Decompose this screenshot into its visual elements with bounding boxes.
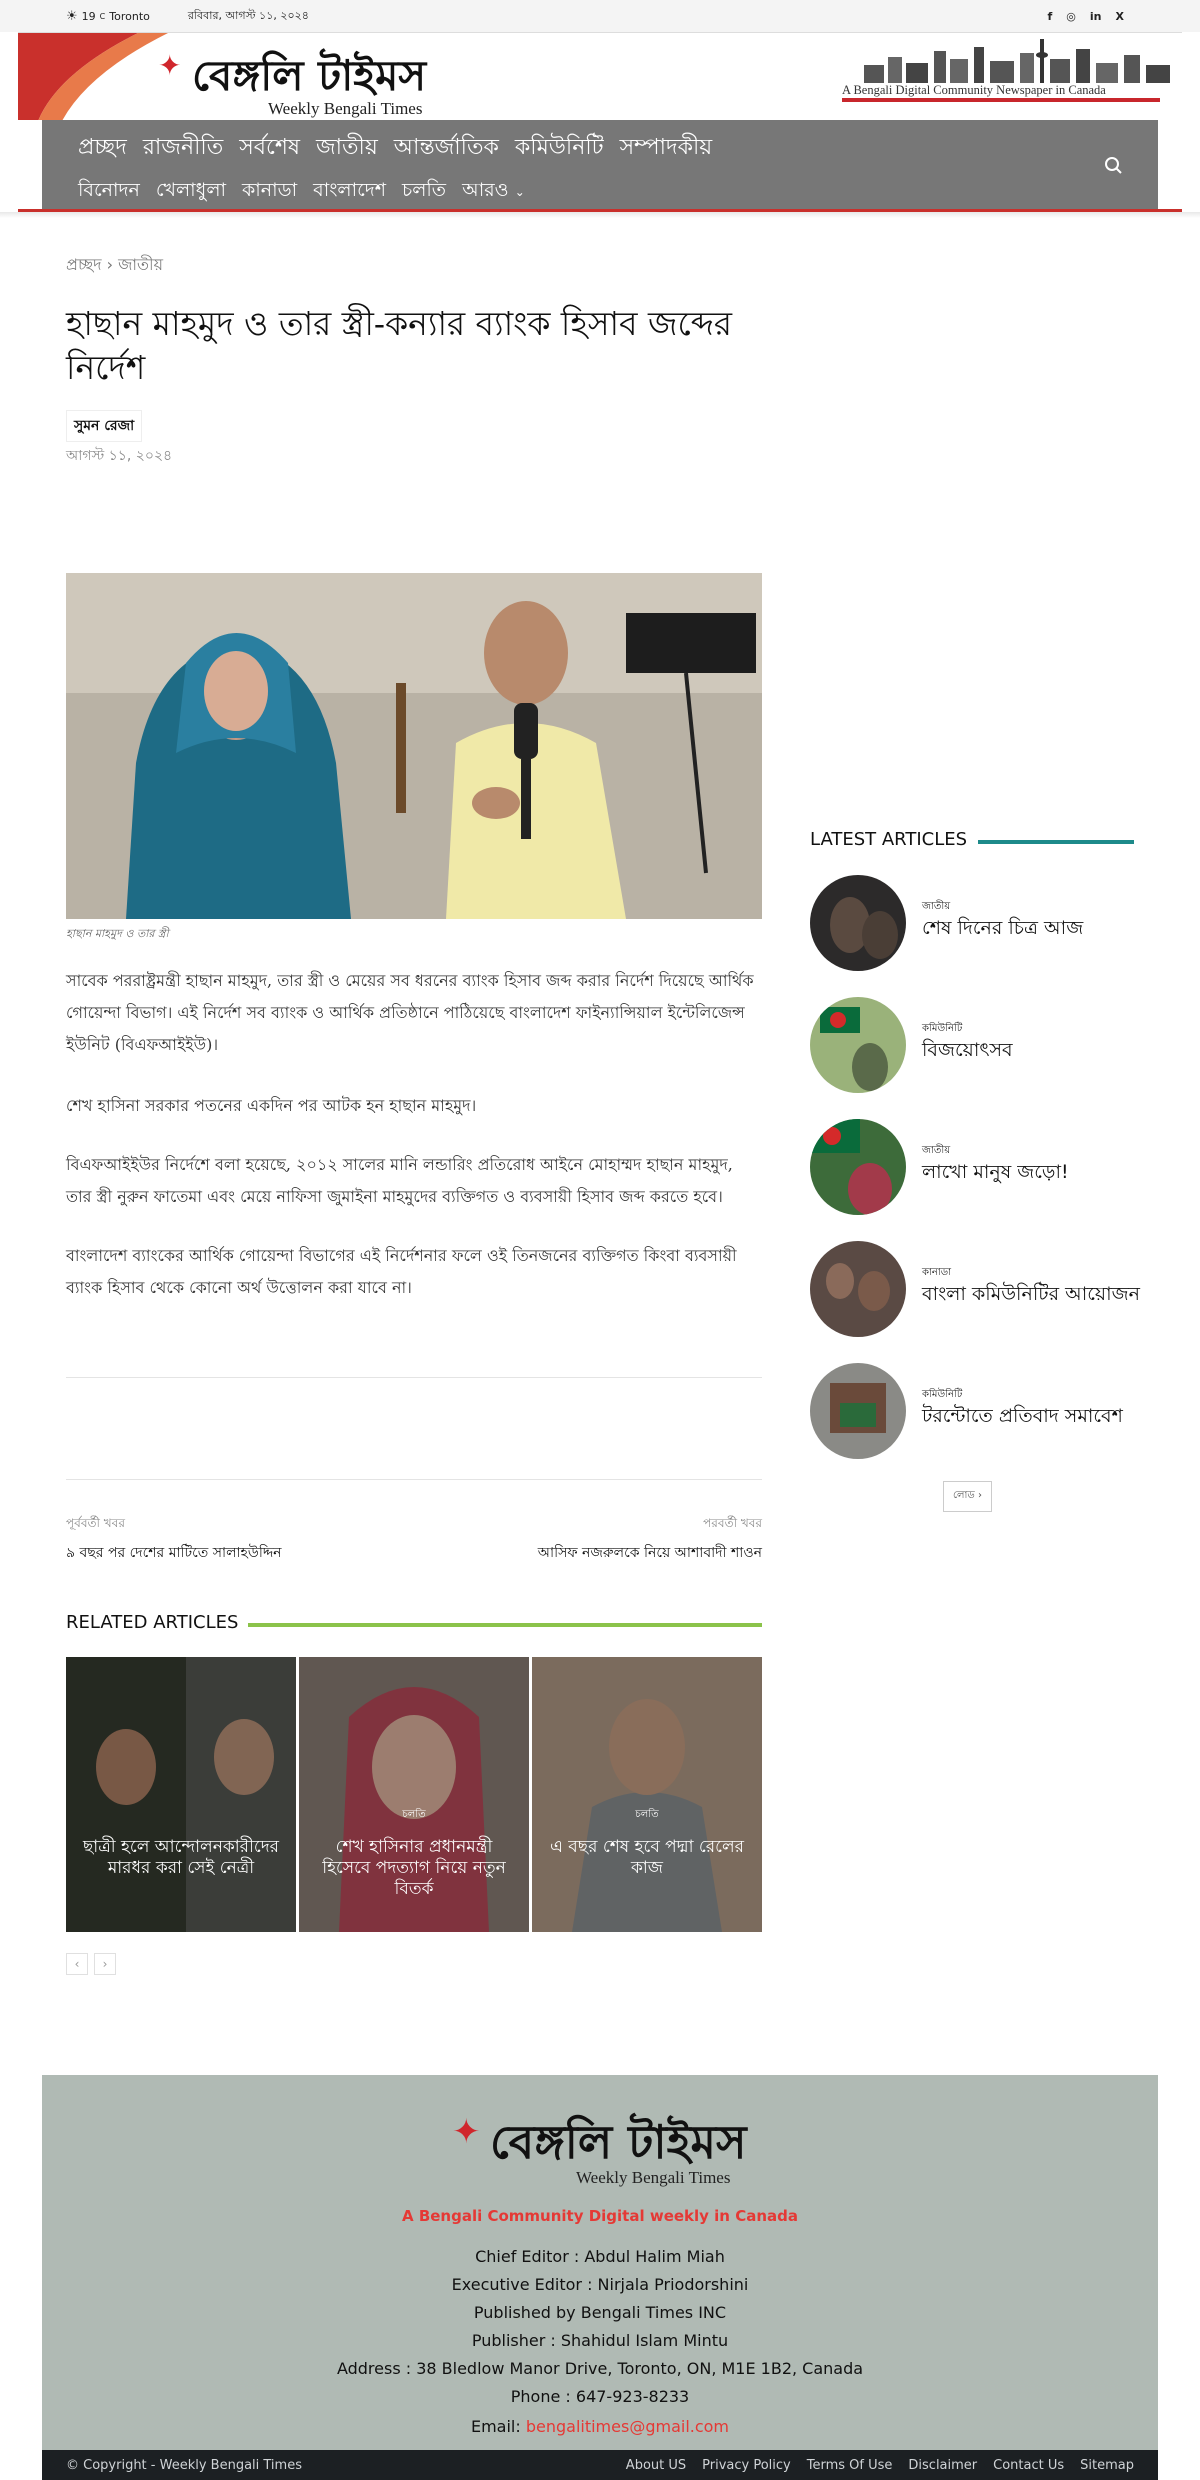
weather-unit: C [99,11,106,21]
footer-link-sitemap[interactable]: Sitemap [1080,2457,1134,2473]
article-title: হাছান মাহমুদ ও তার স্ত্রী-কন্যার ব্যাংক হিসাব জব্দের নির্দেশ [66,304,733,387]
x-twitter-icon[interactable]: X [1115,9,1124,23]
next-post-link[interactable]: আসিফ নজরুলকে নিয়ে আশাবাদী শাওন [537,1545,762,1561]
latest-thumbnail [810,997,906,1093]
footer-email-label: Email: [470,2417,526,2436]
article-paragraph: সাবেক পররাষ্ট্রমন্ত্রী হাছান মাহমুদ, তার স্ত্রী ও মেয়ের সব ধরনের ব্যাংক হিসাব জব্দ করার নির্দেশ দিয়েছে আর্থিক গোয়েন্দা বিভাগ। এই নির্দেশ সব ব্যাংক ও আর্থিক প্রতিষ্ঠানে পাঠিয়েছে বাংলাদেশ ফাইন্যান্সিয়াল ইন্টেলিজেন্স ইউনিট (বিএফআইইউ)। [66,971,754,1054]
next-page-button[interactable]: › [94,1953,116,1975]
nav-item-editorial[interactable]: সম্পাদকীয় [619,135,713,160]
article-paragraph: শেখ হাসিনা সরকার পতনের একদিন পর আটক হন হাছান মাহমুদ। [66,1096,477,1115]
search-icon[interactable] [1104,156,1122,179]
breadcrumb-category[interactable]: জাতীয় [118,255,164,274]
footer-email-line [42,2417,1158,2436]
latest-thumbnail [810,875,906,971]
related-image [66,1657,296,1932]
city-skyline-image [854,37,1178,85]
header-caption: A Bengali Digital Community Newspaper in Canada [842,83,1106,97]
related-heading: RELATED ARTICLES [66,1612,239,1633]
maple-leaf-icon: ✦ [452,2112,481,2152]
nav-item-sports[interactable]: খেলাধুলা [155,179,226,201]
related-title: ছাত্রী হলে আন্দোলনকারীদের মারধর করা সেই নেত্রী [82,1837,280,1878]
nav-item-bangladesh[interactable]: বাংলাদেশ [313,179,386,201]
latest-heading-line [978,840,1134,844]
footer-links [626,2458,1134,2473]
latest-thumbnail [810,1119,906,1215]
related-title: শেখ হাসিনার প্রধানমন্ত্রী হিসেবে পদত্যাগ নিয়ে নতুন বিতর্ক [322,1837,506,1899]
image-caption: হাছান মাহমুদ ও তার স্ত্রী [66,927,169,940]
weather-widget [66,9,150,24]
weather-city: Toronto [109,9,150,23]
sun-icon: ☀ [66,8,78,24]
related-card[interactable] [299,1657,529,1932]
related-image [532,1657,762,1932]
social-links [1048,0,1125,32]
header-red-swoosh [18,33,178,120]
author-link[interactable]: সুমন রেজা [66,410,142,442]
latest-title: বাংলা কমিউনিটির আয়োজন [922,1283,1140,1305]
maple-leaf-icon: ✦ [158,49,182,82]
divider [66,1479,762,1480]
related-pagination [66,1953,116,1975]
nav-row-secondary [78,176,525,208]
footer-link-contact[interactable]: Contact Us [993,2457,1065,2473]
main-nav [42,120,1158,212]
linkedin-icon[interactable]: in [1089,9,1102,23]
latest-category: জাতীয় [922,1145,951,1156]
footer-tagline: A Bengali Community Digital weekly in Canada [401,2207,798,2225]
footer-logo-subtitle: Weekly Bengali Times [576,2168,731,2187]
footer-logo[interactable] [412,2108,792,2198]
nav-more-label: আরও [462,179,509,201]
top-date: রবিবার, আগস্ট ১১, ২০২৪ [187,8,309,22]
nav-item-canada[interactable]: কানাডা [242,179,298,201]
footer-published-by: Published by Bengali Times INC [473,2303,727,2322]
latest-title: টরন্টোতে প্রতিবাদ সমাবেশ [922,1405,1123,1427]
divider [66,1377,762,1378]
top-bar-inner [18,0,1158,32]
footer-executive-editor: Executive Editor : Nirjala Priodorshini [451,2275,749,2294]
latest-category: কমিউনিটি [922,1389,963,1400]
latest-category: কানাডা [922,1267,952,1278]
prev-post-label: পূর্ববর্তী খবর [66,1516,125,1530]
footer-link-privacy[interactable]: Privacy Policy [702,2457,791,2473]
nav-item-home[interactable]: প্রচ্ছদ [78,135,127,160]
footer-email-link[interactable]: bengalitimes@gmail.com [525,2417,730,2436]
footer-publisher: Publisher : Shahidul Islam Mintu [471,2331,729,2350]
chevron-down-icon: ⌄ [514,185,525,199]
latest-article-item[interactable] [810,997,1140,1097]
latest-article-item[interactable] [810,1119,1140,1219]
prev-page-button[interactable]: ‹ [66,1953,88,1975]
related-category: চলতি [635,1809,659,1820]
latest-article-item[interactable] [810,875,1140,975]
nav-item-more[interactable] [462,176,525,208]
latest-thumbnail [810,1363,906,1459]
footer-link-about[interactable]: About US [625,2457,687,2473]
footer-link-disclaimer[interactable]: Disclaimer [908,2457,978,2473]
latest-category: জাতীয় [922,901,951,912]
nav-item-latest[interactable]: সর্বশেষ [239,135,300,160]
breadcrumb [66,252,163,279]
next-post-label: পরবর্তী খবর [703,1516,762,1530]
related-category: চলতি [402,1809,426,1820]
nav-item-politics[interactable]: রাজনীতি [142,135,224,160]
nav-item-national[interactable]: জাতীয় [315,135,378,160]
footer-bottom-bar [42,2450,1158,2480]
load-more-button[interactable]: লোড › [943,1481,992,1512]
header-shadow [0,212,1200,218]
latest-articles-heading: LATEST ARTICLES [810,829,968,850]
instagram-icon[interactable]: ◎ [1066,9,1076,23]
header-accent-bar [842,98,1160,102]
latest-thumbnail [810,1241,906,1337]
related-card[interactable] [66,1657,296,1932]
footer-link-terms[interactable]: Terms Of Use [806,2457,893,2473]
latest-article-item[interactable] [810,1363,1140,1463]
weather-temp: 19 [81,9,96,23]
facebook-icon[interactable]: f [1047,9,1053,23]
related-card[interactable] [532,1657,762,1932]
footer-address: Address : 38 Bledlow Manor Drive, Toronto, ON, M1E 1B2, Canada [336,2359,864,2378]
footer-chief-editor: Chief Editor : Abdul Halim Miah [475,2247,725,2266]
logo-title: বেঙ্গলি টাইমস [192,51,427,100]
logo-subtitle: Weekly Bengali Times [268,99,423,118]
article-paragraph: বিএফআইইউর নির্দেশে বলা হয়েছে, ২০১২ সালের মানি লন্ডারিং প্রতিরোধ আইনে মোহাম্মদ হাছান মাহমুদ, তার স্ত্রী নুরুন ফাতেমা এবং মেয়ে নাফিসা জুমাইনা মাহমুদের ব্যক্তিগত ও ব্যবসায়ী হিসাব জব্দ করতে হবে। [66,1155,733,1206]
site-header [18,32,1182,120]
nav-item-entertainment[interactable]: বিনোদন [78,179,140,201]
footer-phone: Phone : 647-923-8233 [510,2387,690,2406]
featured-image [66,573,762,919]
post-date: আগস্ট ১১, ২০২৪ [66,448,173,464]
nav-row-primary [78,130,712,167]
related-title: এ বছর শেষ হবে পদ্মা রেলের কাজ [549,1837,745,1878]
footer-logo-title: বেঙ্গলি টাইমস [490,2115,747,2169]
nav-item-international[interactable]: আন্তর্জাতিক [393,135,499,160]
copyright: © Copyright - Weekly Bengali Times [66,2457,302,2473]
latest-title: বিজয়োৎসব [922,1039,1013,1061]
breadcrumb-home[interactable]: প্রচ্ছদ [66,255,102,274]
latest-title: লাখো মানুষ জড়ো! [922,1161,1069,1183]
related-heading-line [248,1623,762,1627]
latest-category: কমিউনিটি [922,1023,963,1034]
latest-article-item[interactable] [810,1241,1140,1341]
nav-item-community[interactable]: কমিউনিটি [514,135,604,160]
prev-post-link[interactable]: ৯ বছর পর দেশের মাটিতে সালাহউদ্দিন [66,1545,282,1561]
latest-title: শেষ দিনের চিত্র আজ [922,917,1084,939]
breadcrumb-separator: › [106,255,113,274]
article-paragraph: বাংলাদেশ ব্যাংকের আর্থিক গোয়েন্দা বিভাগের এই নির্দেশনার ফলে ওই তিনজনের ব্যক্তিগত কিংবা ব্যবসায়ী ব্যাংক হিসাব থেকে কোনো অর্থ উত্তোলন করা যাবে না। [66,1246,737,1297]
nav-item-current[interactable]: চলতি [401,179,447,201]
